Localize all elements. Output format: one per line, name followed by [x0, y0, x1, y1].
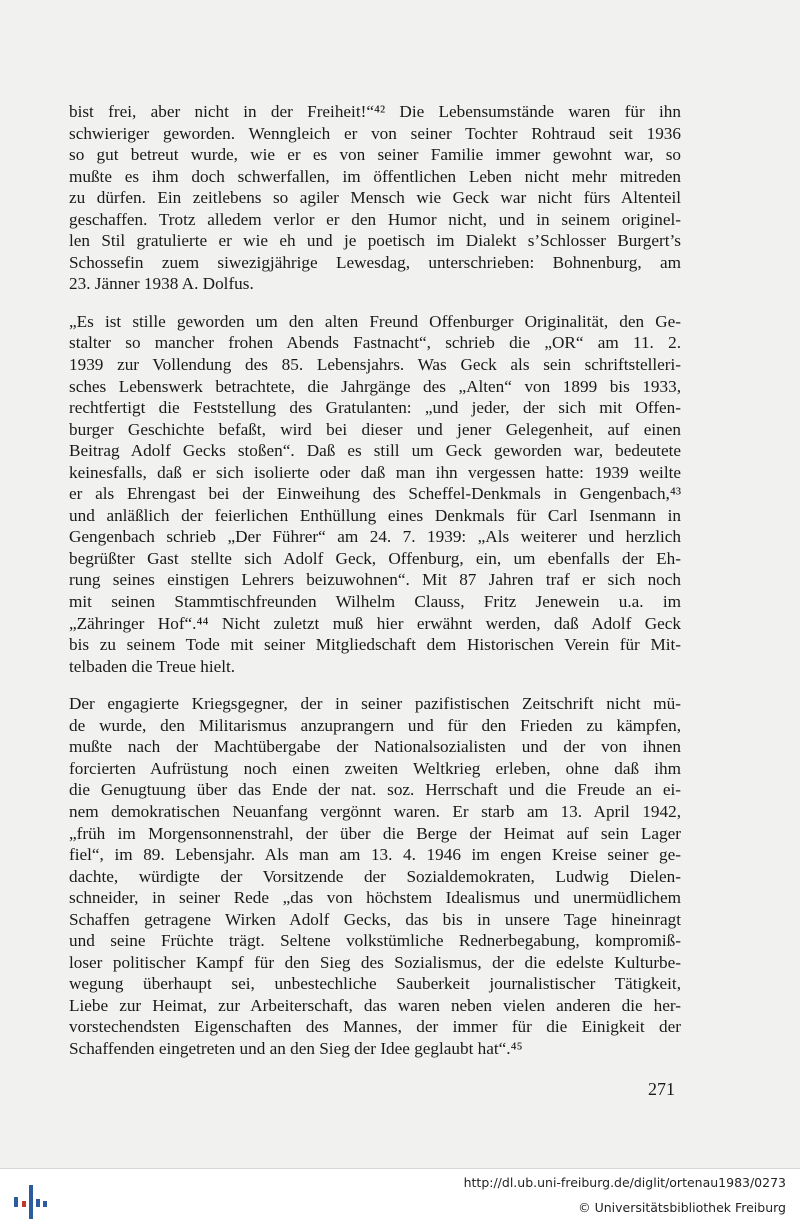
text-line: Gengenbach schrieb „Der Führer“ am 24. 7. 1939: „Als weiterer und herzlich	[69, 527, 681, 547]
text-line: so gut betreut wurde, wie er es von seiner Familie immer gewohnt war, so	[69, 145, 681, 165]
library-logo-icon	[10, 1181, 50, 1221]
text-line: bis zu seinem Tode mit seiner Mitgliedschaft dem Historischen Verein für Mit-	[69, 635, 681, 655]
text-line: 23. Jänner 1938 A. Dolfus.	[69, 274, 254, 294]
text-line: „Zähringer Hof“.⁴⁴ Nicht zuletzt muß hier erwähnt werden, daß Adolf Geck	[69, 613, 681, 633]
text-line: de wurde, den Militarismus anzuprangern und für den Frieden zu kämpfen,	[69, 715, 681, 735]
text-line: schneider, in seiner Rede „das von höchstem Idealismus und unermüdlichem	[69, 888, 681, 908]
text-line: mit seinen Stammtischfreunden Wilhelm Clauss, Fritz Jenewein u.a. im	[69, 592, 681, 612]
footer-bar	[0, 1168, 800, 1227]
paragraph-gap	[69, 295, 681, 311]
text-line: len Stil gratulierte er wie eh und je poetisch im Dialekt s’Schlosser Burgert’s	[69, 231, 681, 251]
text-line: zu dürfen. Ein zeitlebens so agiler Mensch wie Geck war nicht fürs Altenteil	[69, 188, 681, 208]
paragraph	[69, 693, 681, 1059]
text-line: mußte es ihm doch schwerfallen, im öffentlichen Leben nicht mehr mitreden	[69, 166, 681, 186]
text-line: nem demokratischen Neuanfang vergönnt waren. Er starb am 13. April 1942,	[69, 801, 681, 821]
text-line: rung seines einstigen Lehrers beizuwohnen“. Mit 87 Jahren traf er sich noch	[69, 570, 681, 590]
text-line: keinesfalls, daß er sich isolierte oder daß man ihn vergessen hatte: 1939 weilte	[69, 462, 681, 482]
text-line: Liebe zur Heimat, zur Arbeiterschaft, das waren neben vielen anderen die her-	[69, 995, 681, 1015]
text-line: „Es ist stille geworden um den alten Freund Offenburger Originalität, den Ge-	[69, 311, 681, 331]
text-line: vorstechendsten Eigenschaften des Mannes, der immer für die Einigkeit der	[69, 1017, 681, 1037]
text-line: begrüßter Gast stellte sich Adolf Geck, Offenburg, ein, um ebenfalls der Eh-	[69, 548, 681, 568]
text-line: und seine Früchte trägt. Seltene volkstümliche Rednerbegabung, kompromiß-	[69, 931, 681, 951]
text-line: und anläßlich der feierlichen Enthüllung eines Denkmals für Carl Isenmann in	[69, 505, 681, 525]
copyright-notice: © Universitätsbibliothek Freiburg	[578, 1200, 786, 1215]
text-line: schwieriger geworden. Wenngleich er von seiner Tochter Rohtraud seit 1936	[69, 123, 681, 143]
page-number: 271	[648, 1079, 675, 1099]
text-line: geschaffen. Trotz alledem verlor er den Humor nicht, und in seinem originel-	[69, 209, 681, 229]
text-line: Schaffenden eingetreten und an den Sieg der Idee geglaubt hat“.⁴⁵	[69, 1038, 523, 1058]
source-link[interactable]: http://dl.ub.uni-freiburg.de/diglit/ortenau1983/0273	[463, 1175, 786, 1190]
text-line: 1939 zur Vollendung des 85. Lebensjahrs. Was Geck als sein schriftstelleri-	[69, 355, 681, 375]
text-line: Der engagierte Kriegsgegner, der in seiner pazifistischen Zeitschrift nicht mü-	[69, 694, 681, 714]
text-line: burger Geschichte befaßt, wird bei dieser und jener Gelegenheit, auf einen	[69, 419, 681, 439]
text-line: loser politischer Kampf für den Sieg des Sozialismus, der die edelste Kulturbe-	[69, 952, 681, 972]
text-line: wegung überhaupt sei, unbestechliche Sauberkeit journalistischer Tätigkeit,	[69, 974, 681, 994]
text-line: Beitrag Adolf Gecks stoßen“. Daß es still um Geck geworden war, bedeutete	[69, 441, 681, 461]
paragraph	[69, 101, 681, 295]
text-line: die Genugtuung über das Ende der nat. soz. Herrschaft und die Freude an ei-	[69, 780, 681, 800]
text-line: Schaffen getragene Wirken Adolf Gecks, das bis in unsere Tage hineinragt	[69, 909, 681, 929]
text-line: „früh im Morgensonnenstrahl, der über die Berge der Heimat auf sein Lager	[69, 823, 681, 843]
text-line: mußte nach der Machtübergabe der Nationalsozialisten und der von ihnen	[69, 737, 681, 757]
text-line: telbaden die Treue hielt.	[69, 656, 236, 676]
text-line: er als Ehrengast bei der Einweihung des Scheffel-Denkmals in Gengenbach,⁴³	[69, 484, 681, 504]
text-line: bist frei, aber nicht in der Freiheit!“⁴² Die Lebensumstände waren für ihn	[69, 102, 681, 121]
text-line: stalter so mancher frohen Abends Fastnacht“, schrieb die „OR“ am 11. 2.	[69, 333, 681, 353]
text-line: sches Lebenswerk betrachtete, die Jahrgänge des „Alten“ von 1899 bis 1933,	[69, 376, 681, 396]
paragraph	[69, 311, 681, 677]
text-line: fiel“, im 89. Lebensjahr. Als man am 13. 4. 1946 im engen Kreise seiner ge-	[69, 845, 681, 865]
paragraph-gap	[69, 677, 681, 693]
text-line: rechtfertigt die Feststellung des Gratulanten: „und jeder, der sich mit Offen-	[69, 398, 681, 418]
text-line: forcierten Aufrüstung noch einen zweiten Weltkrieg erleben, ohne daß ihm	[69, 758, 681, 778]
body-text	[69, 101, 681, 1060]
text-line: Schossefin zuem siwezigjährige Lewesdag, unterschrieben: Bohnenburg, am	[69, 252, 681, 272]
text-line: dachte, würdigte der Vorsitzende der Sozialdemokraten, Ludwig Dielen-	[69, 866, 681, 886]
